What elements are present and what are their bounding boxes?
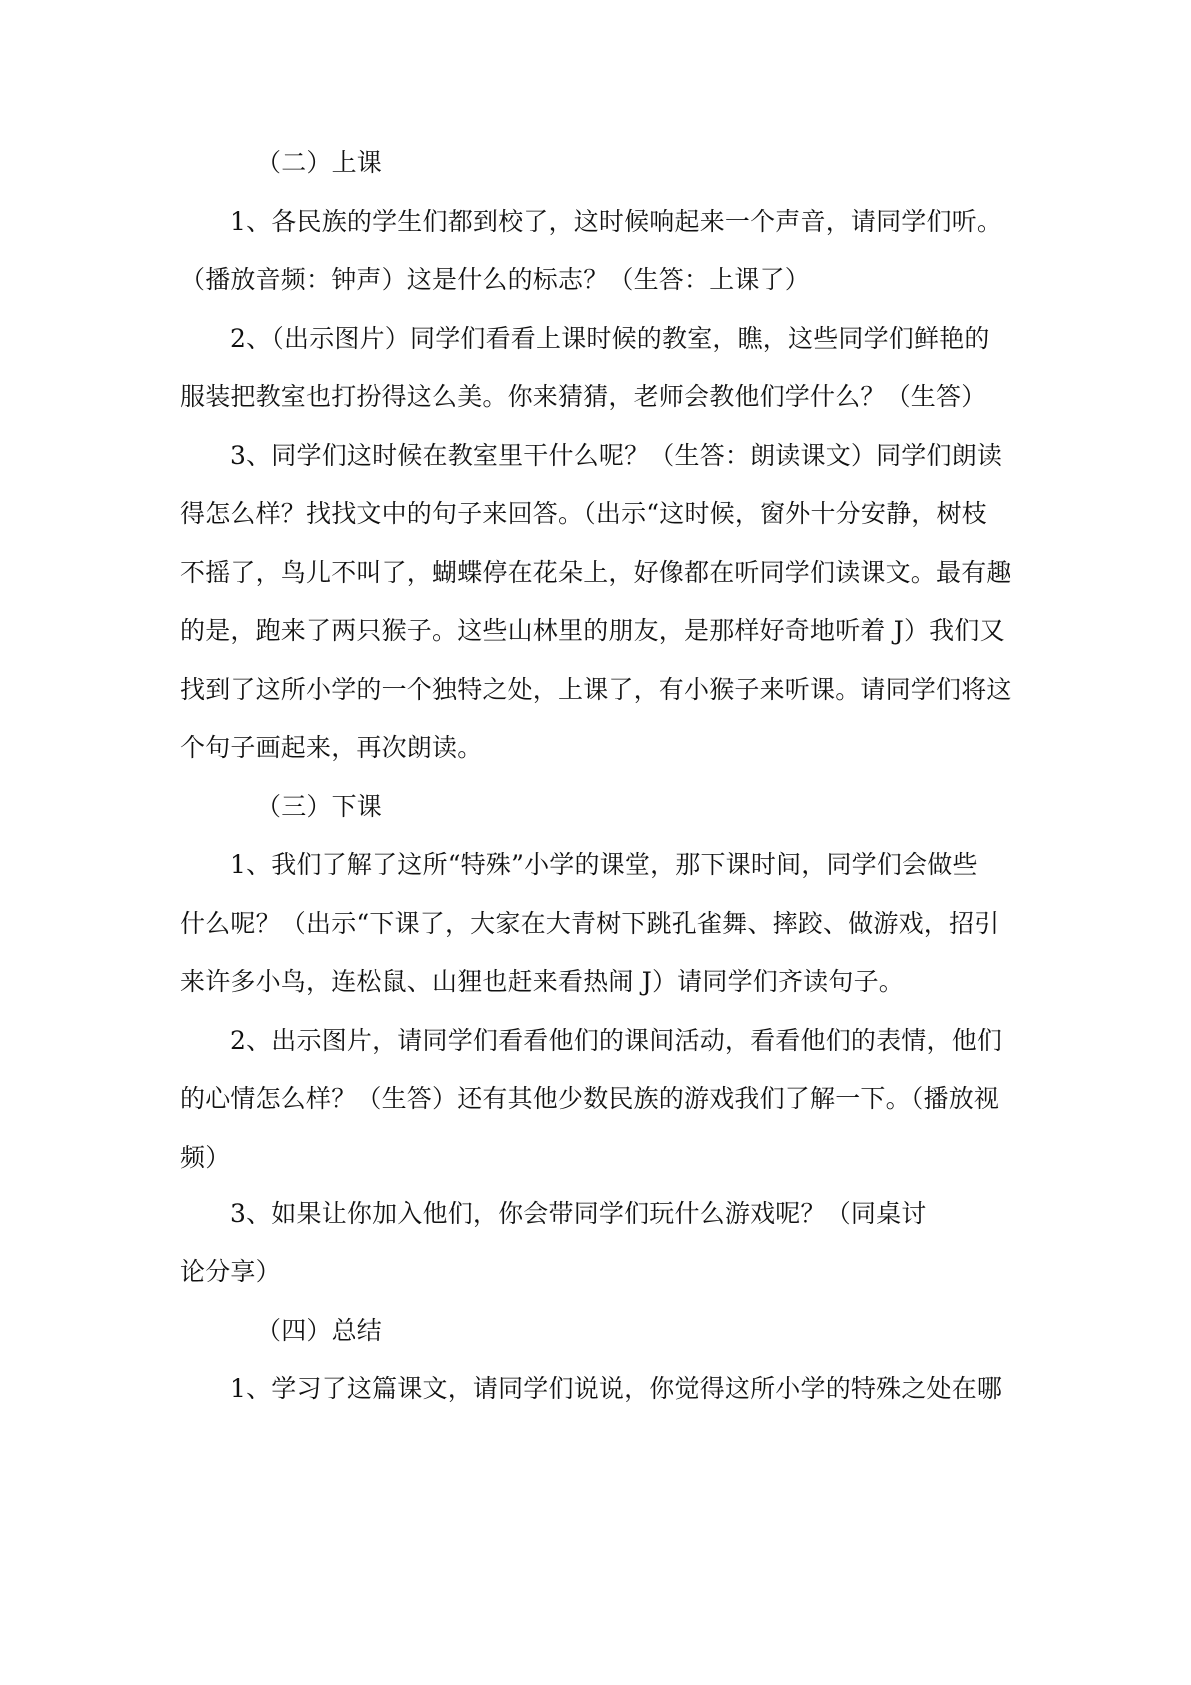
paragraph-line: 不摇了，鸟儿不叫了，蝴蝶停在花朵上，好像都在听同学们读课文。最有趣 bbox=[180, 558, 1012, 587]
paragraph-line: 得怎么样？找找文中的句子来回答。（出示“这时候，窗外十分安静，树枝 bbox=[180, 499, 987, 528]
paragraph-line: 频） bbox=[180, 1143, 231, 1172]
paragraph-line: 3、如果让你加入他们，你会带同学们玩什么游戏呢？（同桌讨 bbox=[230, 1199, 927, 1228]
paragraph-line: 来许多小鸟，连松鼠、山狸也赶来看热闹 J）请同学们齐读句子。 bbox=[180, 967, 904, 996]
paragraph-line: 2、出示图片，请同学们看看他们的课间活动，看看他们的表情，他们 bbox=[230, 1026, 1003, 1055]
paragraph-line: 论分享） bbox=[180, 1257, 281, 1286]
paragraph-line: 什么呢？（出示“下课了，大家在大青树下跳孔雀舞、摔跤、做游戏，招引 bbox=[180, 909, 1000, 938]
section-heading-2: （二）上课 bbox=[256, 148, 383, 177]
paragraph-line: 找到了这所小学的一个独特之处，上课了，有小猴子来听课。请同学们将这 bbox=[180, 675, 1012, 704]
paragraph-line: 1、我们了解了这所“特殊”小学的课堂，那下课时间，同学们会做些 bbox=[230, 850, 978, 879]
paragraph-line: 1、各民族的学生们都到校了，这时候响起来一个声音，请同学们听。 bbox=[230, 207, 1003, 236]
paragraph-line: 3、同学们这时候在教室里干什么呢？（生答：朗读课文）同学们朗读 bbox=[230, 441, 1003, 470]
paragraph-line: 1、学习了这篇课文，请同学们说说，你觉得这所小学的特殊之处在哪 bbox=[230, 1374, 1003, 1403]
paragraph-line: （播放音频：钟声）这是什么的标志？（生答：上课了） bbox=[180, 265, 811, 294]
paragraph-line: 个句子画起来，再次朗读。 bbox=[180, 733, 483, 762]
paragraph-line: 的心情怎么样？（生答）还有其他少数民族的游戏我们了解一下。（播放视 bbox=[180, 1084, 1000, 1113]
section-heading-3: （三）下课 bbox=[256, 792, 383, 821]
section-heading-4: （四）总结 bbox=[256, 1316, 383, 1345]
paragraph-line: 2、（出示图片）同学们看看上课时候的教室，瞧，这些同学们鲜艳的 bbox=[230, 324, 990, 353]
paragraph-line: 的是，跑来了两只猴子。这些山林里的朋友，是那样好奇地听着 J）我们又 bbox=[180, 616, 1005, 645]
paragraph-line: 服装把教室也打扮得这么美。你来猜猜，老师会教他们学什么？（生答） bbox=[180, 382, 987, 411]
